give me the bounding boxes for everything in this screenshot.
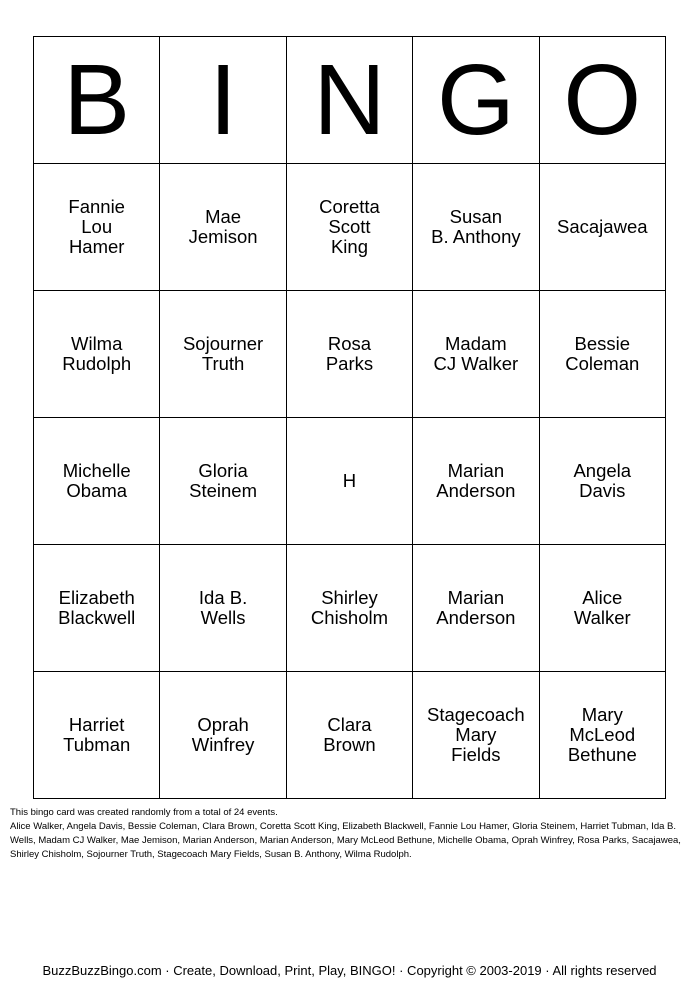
cell-text: Oprah Winfrey (191, 714, 255, 755)
bingo-cell (539, 545, 665, 672)
cell-text: Harriet Tubman (63, 714, 131, 755)
bingo-cell (413, 418, 539, 545)
cell-text: Sacajawea (557, 216, 648, 237)
card-row (34, 545, 666, 672)
card-row (34, 672, 666, 799)
cell-text: Shirley Chisholm (310, 587, 389, 628)
event-list: Alice Walker, Angela Davis, Bessie Coleman, Clara Brown, Coretta Scott King, Elizabeth Blackwell, Fannie Lou Hamer, Gloria Steinem, Harriet Tubman, Ida B. Wells, Madam CJ Walker, Mae Jemison, Marian Anderson, Marian Anderson, Mary McLeod Bethune, Michelle Obama, Oprah Winfrey, Rosa Parks, Sacajawea, Shirley Chisholm, Sojourner Truth, Stagecoach Mary Fields, Susan B. Anthony, Wilma Rudolph. (10, 821, 681, 860)
bingo-cell (413, 545, 539, 672)
cell-text: Fannie Lou Hamer (68, 196, 125, 257)
bingo-cell (286, 672, 412, 799)
cell-text: Elizabeth Blackwell (58, 587, 136, 628)
cell-text: Gloria Steinem (189, 460, 258, 501)
cell-text: Marian Anderson (436, 460, 516, 501)
bingo-cell (34, 672, 160, 799)
bingo-cell (539, 164, 665, 291)
cell-text: Clara Brown (323, 714, 376, 755)
cell-text: Angela Davis (573, 460, 632, 501)
card-row (34, 164, 666, 291)
card-info (10, 806, 686, 862)
cell-text: Marian Anderson (436, 587, 516, 628)
header-letter-o: O (539, 37, 665, 164)
bingo-cell (413, 672, 539, 799)
cell-text: Mary McLeod Bethune (567, 704, 637, 765)
bingo-cell (539, 291, 665, 418)
cell-text: Wilma Rudolph (62, 333, 132, 374)
bingo-cell (286, 545, 412, 672)
header-letter-n: N (286, 37, 412, 164)
cell-text: Sojourner Truth (182, 333, 264, 374)
site-footer: BuzzBuzzBingo.com · Create, Download, Print, Play, BINGO! · Copyright © 2003-2019 · All rights reserved (42, 963, 657, 978)
bingo-cell (160, 164, 286, 291)
card-row (34, 291, 666, 418)
bingo-card (33, 36, 666, 799)
bingo-cell (160, 672, 286, 799)
cell-text: Susan B. Anthony (431, 206, 521, 247)
cell-text: Rosa Parks (325, 333, 374, 374)
cell-text: Michelle Obama (62, 460, 131, 501)
bingo-cell (160, 545, 286, 672)
cell-text: Madam CJ Walker (433, 333, 519, 374)
bingo-cell (413, 164, 539, 291)
cell-text: Coretta Scott King (319, 196, 380, 257)
event-count-note: This bingo card was created randomly from a total of 24 events. (10, 807, 278, 818)
header-letter-i: I (160, 37, 286, 164)
bingo-cell (413, 291, 539, 418)
cell-text: Mae Jemison (188, 206, 258, 247)
bingo-cell (160, 418, 286, 545)
header-letter-g: G (413, 37, 539, 164)
cell-text: Alice Walker (573, 587, 631, 628)
bingo-cell (34, 291, 160, 418)
cell-text: H (342, 470, 357, 491)
bingo-cell (539, 418, 665, 545)
bingo-cell (160, 291, 286, 418)
bingo-cell (286, 164, 412, 291)
cell-text: Bessie Coleman (565, 333, 640, 374)
header-row (34, 37, 666, 164)
bingo-cell (539, 672, 665, 799)
bingo-cell (286, 291, 412, 418)
bingo-cell (34, 545, 160, 672)
cell-text: Stagecoach Mary Fields (427, 704, 525, 765)
bingo-cell (34, 164, 160, 291)
bingo-cell (34, 418, 160, 545)
cell-text: Ida B. Wells (198, 587, 248, 628)
header-letter-b: B (34, 37, 160, 164)
free-cell (286, 418, 412, 545)
card-row (34, 418, 666, 545)
